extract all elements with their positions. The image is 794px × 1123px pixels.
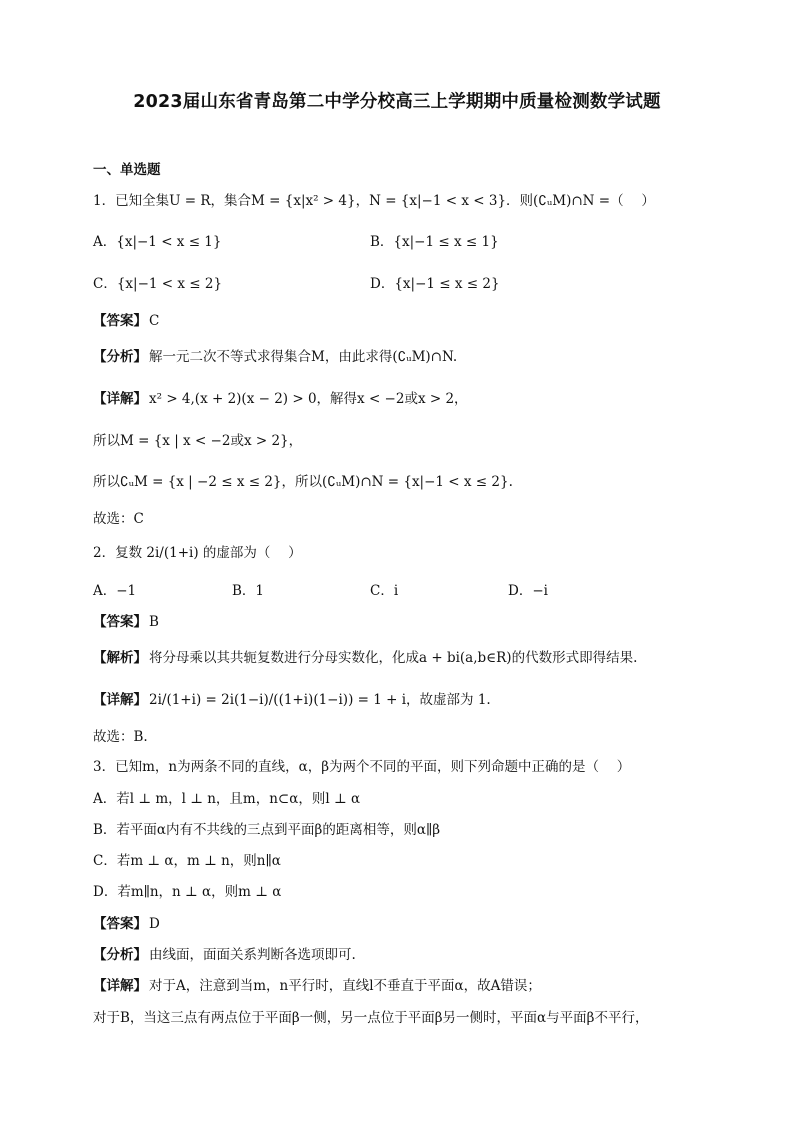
q2-option-d: D．−i xyxy=(508,583,548,599)
answer-label: 【答案】 xyxy=(93,614,147,630)
q3-option-c: C．若m ⊥ α，m ⊥ n，则n∥α xyxy=(93,853,281,869)
answer-value: B xyxy=(149,614,159,630)
detail-label: 【详解】 xyxy=(93,391,147,407)
q1-detail-line2: 所以M = {x | x < −2或x > 2}， xyxy=(93,433,303,449)
analysis-text: 由线面，面面关系判断各选项即可. xyxy=(149,947,356,963)
q3-detail-line2: 对于B，当这三点有两点位于平面β一侧，另一点位于平面β另一侧时，平面α与平面β不平行， xyxy=(93,1010,649,1026)
analysis-text: 将分母乘以其共轭复数进行分母实数化，化成a + bi(a,b∈R)的代数形式即得结果. xyxy=(149,650,638,666)
q1-option-b: B．{x|−1 ≤ x ≤ 1} xyxy=(370,234,499,250)
q3-analysis xyxy=(93,945,356,965)
q2-option-b: B．1 xyxy=(232,583,265,599)
analysis-label: 【分析】 xyxy=(93,947,147,963)
q1-option-c: C．{x|−1 < x ≤ 2} xyxy=(93,276,223,292)
q1-answer xyxy=(93,311,159,331)
detail-text: 对于A，注意到当m，n平行时，直线l不垂直于平面α，故A错误； xyxy=(149,978,541,994)
q3-answer xyxy=(93,914,160,934)
answer-value: D xyxy=(149,916,160,932)
q1-stem: 1．已知全集U = R，集合M = {x|x² > 4}，N = {x|−1 < x < 3}．则(∁ᵤM)∩N =（ ） xyxy=(93,193,655,209)
q1-conclusion: 故选：C xyxy=(93,511,144,527)
page-title: 2023届山东省青岛第二中学分校高三上学期期中质量检测数学试题 xyxy=(133,92,661,112)
q3-detail xyxy=(93,976,541,996)
section-heading: 一、单选题 xyxy=(93,162,161,178)
answer-label: 【答案】 xyxy=(93,916,147,932)
detail-text: x² > 4,(x + 2)(x − 2) > 0，解得x < −2或x > 2， xyxy=(149,391,468,407)
detail-label: 【详解】 xyxy=(93,692,147,708)
q3-option-a: A．若l ⊥ m，l ⊥ n，且m，n⊂α，则l ⊥ α xyxy=(93,791,361,807)
q1-analysis xyxy=(93,347,457,367)
detail-text: 2i/(1+i) = 2i(1−i)/((1+i)(1−i)) = 1 + i，故虚部为 1. xyxy=(149,692,491,708)
q2-answer xyxy=(93,612,159,632)
analysis-text: 解一元二次不等式求得集合M，由此求得(∁ᵤM)∩N. xyxy=(149,349,458,365)
q3-option-b: B．若平面α内有不共线的三点到平面β的距离相等，则α∥β xyxy=(93,822,440,838)
analysis-label: 【解析】 xyxy=(93,650,147,666)
q1-option-d: D．{x|−1 ≤ x ≤ 2} xyxy=(370,276,500,292)
q2-analysis xyxy=(93,648,637,668)
q2-detail xyxy=(93,690,491,710)
q1-detail-line3: 所以∁ᵤM = {x | −2 ≤ x ≤ 2}，所以(∁ᵤM)∩N = {x|−1 < x ≤ 2}. xyxy=(93,474,513,490)
q2-option-c: C．i xyxy=(370,583,399,599)
q1-detail xyxy=(93,389,468,409)
q3-option-d: D．若m∥n，n ⊥ α，则m ⊥ α xyxy=(93,884,282,900)
q2-stem: 2．复数 2i/(1+i) 的虚部为（ ） xyxy=(93,545,302,561)
answer-value: C xyxy=(149,313,160,329)
analysis-label: 【分析】 xyxy=(93,349,147,365)
detail-label: 【详解】 xyxy=(93,978,147,994)
q3-stem: 3．已知m，n为两条不同的直线，α，β为两个不同的平面，则下列命题中正确的是（ ） xyxy=(93,759,631,775)
q2-conclusion: 故选：B. xyxy=(93,729,148,745)
q1-option-a: A．{x|−1 < x ≤ 1} xyxy=(93,234,222,250)
answer-label: 【答案】 xyxy=(93,313,147,329)
q2-option-a: A．−1 xyxy=(93,583,137,599)
